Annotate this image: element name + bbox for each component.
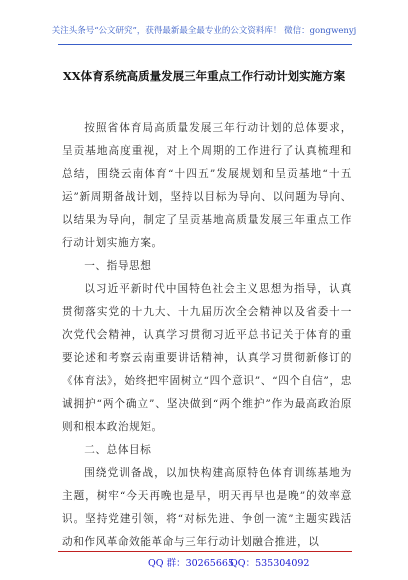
section-heading-overall-goal: 二、总体目标 bbox=[84, 444, 152, 456]
guiding-ideology-paragraph: 以习近平新时代中国特色社会主义思想为指导，认真贯彻落实党的十九大、十九届历次全会精神以及省委十一次党代会精神，认真学习贯彻习近平总书记关于体育的重要论述和考察云南重要讲话精神，认真学习贯彻新修订的《体育法》，始终把牢固树立“四个意识”、“四个自信”，忠诚拥护“两个确立”、坚决做到“两个维护”作为最高政治原则和根本政治规矩。 bbox=[62, 283, 352, 433]
footer-qq-contact: QQ：535304092 bbox=[230, 558, 310, 569]
intro-paragraph: 按照省体育局高质量发展三年行动计划的总体要求，呈贡基地高度重视，对上个周期的工作进行了认真梳理和总结，围绕云南体育“十四五”发展规划和呈贡基地“十五运”新周期备战计划，坚持以目标为导向、以问题为导向、以结果为导向，制定了呈贡基地高质量发展三年重点工作行动计划实施方案。 bbox=[62, 122, 352, 249]
document-title: XX体育系统高质量发展三年重点工作行动计划实施方案 bbox=[62, 69, 346, 83]
section-heading-guiding-ideology: 一、指导思想 bbox=[84, 260, 152, 272]
header-banner: 关注头条号“公文研究”，获得最新最全最专业的公文资料库！ 微信：gongwenyj bbox=[51, 26, 357, 36]
overall-goal-paragraph: 围绕党训备战，以加快构建高原特色体育训练基地为主题，树牢“今天再晚也是早，明天再早也是晚”的效率意识。坚持党建引领，将“对标先进、争创一流”主题实践活动和作风革命效能革命与三年行动计划融合推进，以 bbox=[62, 467, 352, 548]
footer-divider bbox=[58, 551, 352, 552]
header-divider bbox=[58, 44, 352, 45]
document-body bbox=[62, 117, 352, 554]
footer-qq-group: QQ 群：30265665 bbox=[148, 558, 234, 569]
